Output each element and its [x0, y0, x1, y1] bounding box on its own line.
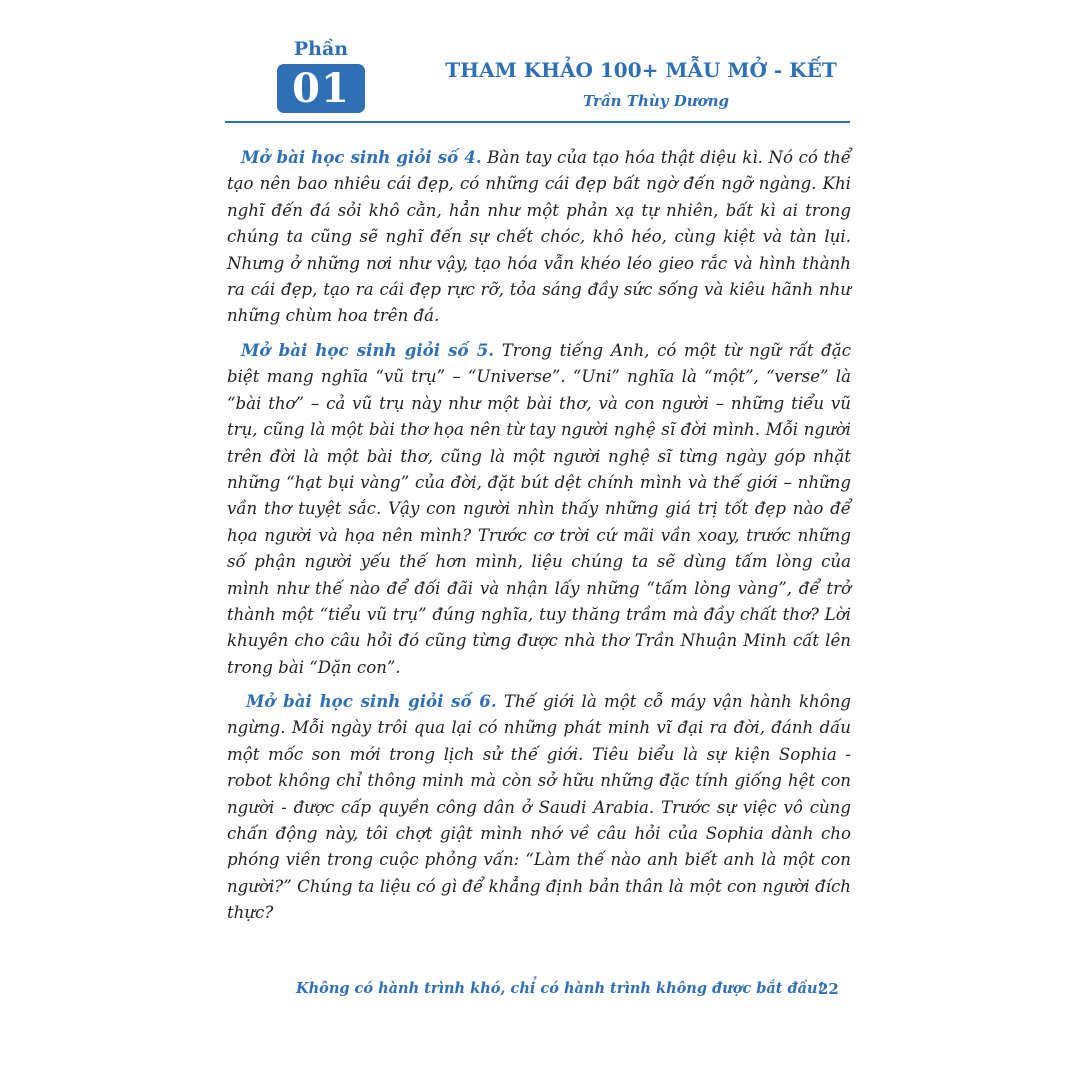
- section-number-badge: 01: [277, 64, 365, 113]
- header-divider: [225, 121, 850, 123]
- paragraph-lead: Mở bài học sinh giỏi số 4.: [241, 147, 482, 167]
- paragraph-text: Thế giới là một cỗ máy vận hành không ngừng. Mỗi ngày trôi qua lại có những phát minh vĩ đại ra đời, đánh dấu một mốc son mới trong lịch sử thế giới. Tiêu biểu là sự kiện Sophia - robot không chỉ thông minh mà còn sở hữu những đặc tính giống hệt con người - được cấp quyền công dân ở Saudi Arabia. Trước sự việc vô cùng chấn động này, tôi chợt giật mình nhớ về câu hỏi của Sophia dành cho phóng viên trong cuộc phỏng vấn: “Làm thế nào anh biết anh là một con người?” Chúng ta liệu có gì để khẳng định bản thân là một con người đích thực?: [227, 692, 852, 923]
- author-name: Trần Thùy Dương: [582, 92, 730, 110]
- paragraph-6: [227, 688, 851, 927]
- paragraph-lead: Mở bài học sinh giỏi số 5.: [241, 340, 495, 360]
- page-number: 22: [818, 980, 839, 998]
- page-title: THAM KHẢO 100+ MẪU MỞ - KẾT: [445, 58, 837, 82]
- paragraph-5: [227, 337, 851, 681]
- paragraph-text: Trong tiếng Anh, có một từ ngữ rất đặc biệt mang nghĩa “vũ trụ” – “Universe”. “Uni” nghĩa là “một”, “verse” là “bài thơ” – cả vũ trụ này như một bài thơ, và con người – những tiểu vũ trụ, cũng là một bài thơ họa nên từ tay người nghệ sĩ đời mình. Mỗi người trên đời là một bài thơ, cũng là một người nghệ sĩ từng ngày góp nhặt những “hạt bụi vàng” của đời, đặt bút dệt chính mình và thế giới – những vần thơ tuyệt sắc. Vậy con người nhìn thấy những giá trị tốt đẹp nào để họa người và họa nên mình? Trước cơ trời cứ mãi vần xoay, trước những số phận người yếu thế hơn mình, liệu chúng ta sẽ dùng tấm lòng của mình như thế nào để đối đãi và nhận lấy những “tấm lòng vàng”, để trở thành một “tiểu vũ trụ” đúng nghĩa, tuy thăng trầm mà đầy chất thơ? Lời khuyên cho câu hỏi đó cũng từng được nhà thơ Trần Nhuận Minh cất lên trong bài “Dặn con”.: [227, 341, 851, 677]
- paragraph-text: Bàn tay của tạo hóa thật diệu kì. Nó có thể tạo nên bao nhiêu cái đẹp, có những cái đẹp bất ngờ đến ngỡ ngàng. Khi nghĩ đến đá sỏi khô cằn, hẳn như một phản xạ tự nhiên, bất kì ai trong chúng ta cũng sẽ nghĩ đến sự chết chóc, khô héo, cùng kiệt và tàn lụi. Nhưng ở những nơi như vậy, tạo hóa vẫn khéo léo gieo rắc và hình thành ra cái đẹp, tạo ra cái đẹp rực rỡ, tỏa sáng đầy sức sống và kiêu hãnh như những chùm hoa trên đá.: [227, 148, 851, 326]
- section-label: Phần: [293, 38, 349, 60]
- paragraph-lead: Mở bài học sinh giỏi số 6.: [246, 691, 497, 711]
- paragraph-4: [227, 144, 851, 330]
- footer-quote: Không có hành trình khó, chỉ có hành trình không được bắt đầu!: [296, 980, 824, 997]
